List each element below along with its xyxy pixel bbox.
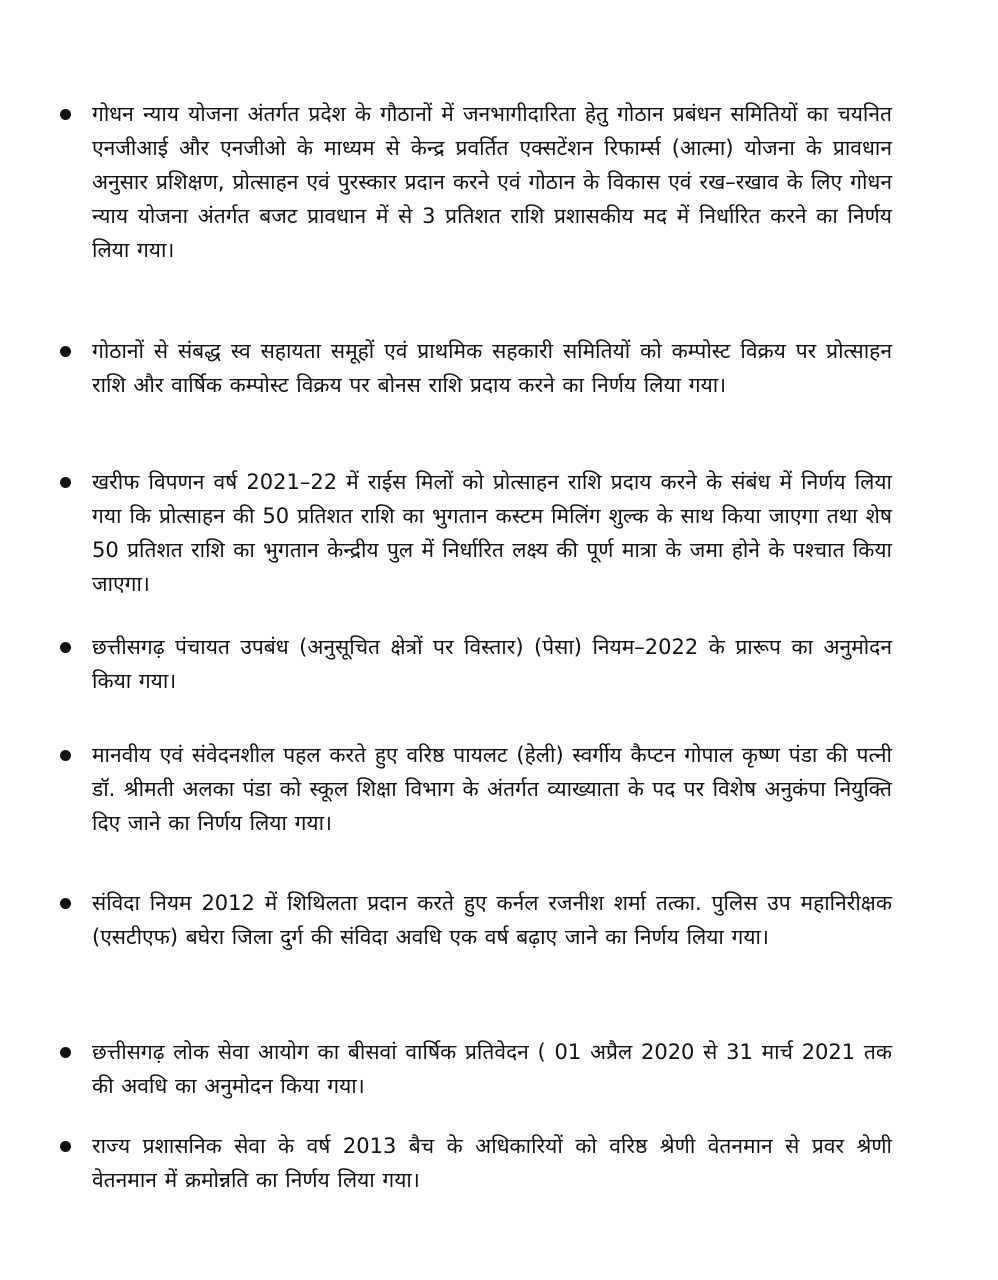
bullet-icon <box>60 477 71 488</box>
decision-text: छत्तीसगढ़ पंचायत उपबंध (अनुसूचित क्षेत्रों पर विस्तार) (पेसा) नियम–2022 के प्रारूप का अनुमोदन किया गया। <box>92 635 892 693</box>
bullet-icon <box>60 109 71 120</box>
decision-text: राज्य प्रशासनिक सेवा के वर्ष 2013 बैच के अधिकारियों को वरिष्ठ श्रेणी वेतनमान से प्रवर श्रेणी वेतनमान में क्रमोन्नति का निर्णय लिया गया। <box>92 1134 892 1192</box>
decision-text: संविदा नियम 2012 में शिथिलता प्रदान करते हुए कर्नल रजनीश शर्मा तत्का. पुलिस उप महानिरीक्षक (एसटीएफ) बघेरा जिला दुर्ग की संविदा अवधि एक वर्ष बढ़ाए जाने का निर्णय लिया गया। <box>92 891 892 949</box>
decision-text: गोधन न्याय योजना अंतर्गत प्रदेश के गौठानों में जनभागीदारिता हेतु गोठान प्रबंधन समितियों का चयनित एनजीआई और एनजीओ के माध्यम से केन्द्र प्रवर्तित एक्सटेंशन रिफार्म्स (आत्मा) योजना के प्रावधान अनुसार प्रशिक्षण, प्रोत्साहन एवं पुरस्कार प्रदान करने एवं गोठान के विकास एवं रख–रखाव के लिए गोधन न्याय योजना अंतर्गत बजट प्रावधान में से 3 प्रतिशत राशि प्रशासकीय मद में निर्धारित करने का निर्णय लिया गया। <box>92 102 892 262</box>
decision-text: गोठानों से संबद्ध स्व सहायता समूहों एवं प्राथमिक सहकारी समितियों को कम्पोस्ट विक्रय पर प्रोत्साहन राशि और वार्षिक कम्पोस्ट विक्रय पर बोनस राशि प्रदाय करने का निर्णय लिया गया। <box>92 339 892 397</box>
decision-text: मानवीय एवं संवेदनशील पहल करते हुए वरिष्ठ पायलट (हेली) स्वर्गीय कैप्टन गोपाल कृष्ण पंडा की पत्नी डॉ. श्रीमती अलका पंडा को स्कूल शिक्षा विभाग के अंतर्गत व्याख्याता के पद पर विशेष अनुकंपा नियुक्ति दिए जाने का निर्णय लिया गया। <box>92 743 892 835</box>
bullet-icon <box>60 898 71 909</box>
bullet-icon <box>60 346 71 357</box>
bullet-icon <box>60 750 71 761</box>
bullet-icon <box>60 642 71 653</box>
bullet-icon <box>60 1047 71 1058</box>
bullet-icon <box>60 1141 71 1152</box>
decision-text: छत्तीसगढ़ लोक सेवा आयोग का बीसवां वार्षिक प्रतिवेदन ( 01 अप्रैल 2020 से 31 मार्च 2021 तक की अवधि का अनुमोदन किया गया। <box>92 1040 892 1098</box>
decision-text: खरीफ विपणन वर्ष 2021–22 में राईस मिलों को प्रोत्साहन राशि प्रदाय करने के संबंध में निर्णय लिया गया कि प्रोत्साहन की 50 प्रतिशत राशि का भुगतान कस्टम मिलिंग शुल्क के साथ किया जाएगा तथा शेष 50 प्रतिशत राशि का भुगतान केन्द्रीय पुल में निर्धारित लक्ष्य की पूर्ण मात्रा के जमा होने के पश्चात किया जाएगा। <box>92 470 892 596</box>
